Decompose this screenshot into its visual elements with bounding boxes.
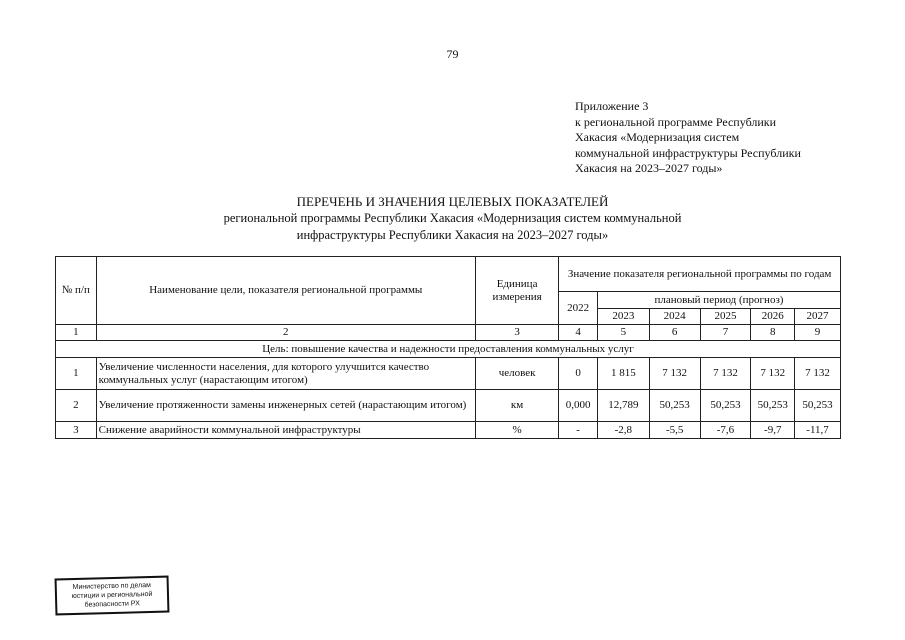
header-values-group: Значение показателя региональной программы по годам	[559, 257, 841, 292]
row-name: Снижение аварийности коммунальной инфраструктуры	[96, 422, 475, 439]
column-number: 3	[475, 325, 558, 341]
header-num: № п/п	[56, 257, 97, 325]
row-value: -9,7	[751, 422, 795, 439]
row-value: -7,6	[700, 422, 751, 439]
title-subtitle-line: региональной программы Республики Хакасия «Модернизация систем коммунальной	[223, 211, 682, 225]
row-unit: человек	[475, 358, 558, 390]
row-value: 12,789	[597, 390, 649, 422]
page-number: 79	[446, 47, 459, 61]
appendix-line: коммунальной инфраструктуры Республики	[575, 145, 801, 160]
header-row	[56, 257, 841, 292]
stamp-line: безопасности РХ	[84, 600, 140, 609]
title-main: ПЕРЕЧЕНЬ И ЗНАЧЕНИЯ ЦЕЛЕВЫХ ПОКАЗАТЕЛЕЙ	[296, 194, 609, 209]
row-value: -11,7	[795, 422, 841, 439]
goal-text: Цель: повышение качества и надежности предоставления коммунальных услуг	[56, 341, 841, 358]
row-num: 2	[56, 390, 97, 422]
row-value: 50,253	[795, 390, 841, 422]
column-number: 6	[649, 325, 700, 341]
row-value: 7 132	[751, 358, 795, 390]
table-row	[56, 358, 841, 390]
column-number: 4	[559, 325, 598, 341]
appendix-line: к региональной программе Республики	[575, 114, 777, 129]
header-unit: Единица измерения	[475, 257, 558, 325]
document-title	[0, 193, 905, 244]
title-subtitle-line: инфраструктуры Республики Хакасия на 2023–2027 годы»	[296, 228, 609, 242]
indicators-table	[55, 256, 841, 439]
row-num: 3	[56, 422, 97, 439]
table-row	[56, 422, 841, 439]
column-number: 5	[597, 325, 649, 341]
stamp-line: Министерство по делам	[72, 581, 151, 592]
row-value: 7 132	[795, 358, 841, 390]
row-value: 1 815	[597, 358, 649, 390]
header-base-year: 2022	[559, 292, 598, 325]
row-value: 7 132	[649, 358, 700, 390]
row-value: 7 132	[700, 358, 751, 390]
row-name: Увеличение протяженности замены инженерных сетей (нарастающим итогом)	[96, 390, 475, 422]
row-value: 0,000	[559, 390, 598, 422]
column-number-row	[56, 325, 841, 341]
column-number: 2	[96, 325, 475, 341]
row-num: 1	[56, 358, 97, 390]
appendix-line: Хакасия на 2023–2027 годы»	[575, 161, 723, 175]
row-value: 0	[559, 358, 598, 390]
row-value: 50,253	[751, 390, 795, 422]
row-value: 50,253	[700, 390, 751, 422]
header-year: 2026	[751, 309, 795, 325]
column-number: 1	[56, 325, 97, 341]
row-unit: км	[475, 390, 558, 422]
goal-row	[56, 341, 841, 358]
row-value: -2,8	[597, 422, 649, 439]
appendix-line: Приложение 3	[575, 99, 649, 113]
stamp-line: юстиции и региональной	[71, 590, 153, 601]
header-name: Наименование цели, показателя региональной программы	[96, 257, 475, 325]
header-year: 2025	[700, 309, 751, 325]
header-planned-period: плановый период (прогноз)	[597, 292, 840, 309]
appendix-line: Хакасия «Модернизация систем	[575, 130, 740, 144]
appendix-caption	[575, 99, 801, 177]
row-value: -	[559, 422, 598, 439]
header-year: 2023	[597, 309, 649, 325]
row-value: 50,253	[649, 390, 700, 422]
row-value: -5,5	[649, 422, 700, 439]
header-year: 2024	[649, 309, 700, 325]
ministry-stamp	[55, 576, 170, 616]
column-number: 9	[795, 325, 841, 341]
column-number: 8	[751, 325, 795, 341]
row-name: Увеличение численности населения, для которого улучшится качество коммунальных услуг (нарастающим итогом)	[96, 358, 475, 390]
header-year: 2027	[795, 309, 841, 325]
table-row	[56, 390, 841, 422]
column-number: 7	[700, 325, 751, 341]
row-unit: %	[475, 422, 558, 439]
